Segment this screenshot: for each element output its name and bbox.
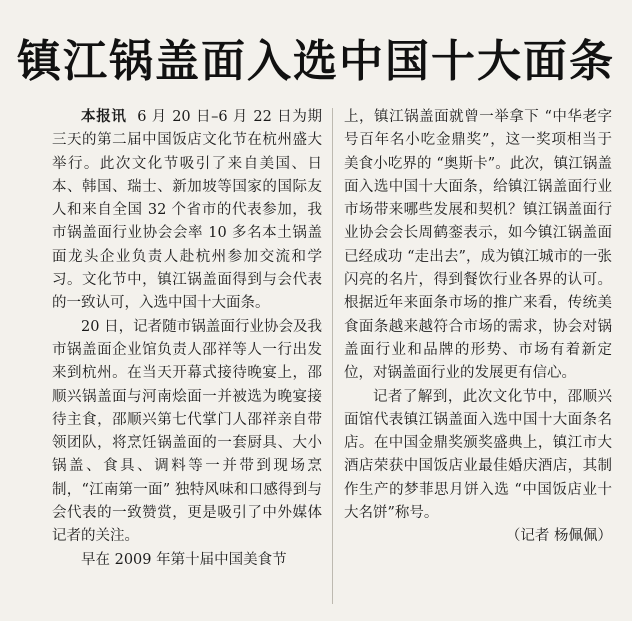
paragraph-3-continued: 上，镇江锅盖面就曾一举拿下 “中华老字号百年名小吃金鼎奖”，这一奖项相当于美食小吃界的 “奥斯卡”。此次，镇江锅盖面入选中国十大面条，给镇江锅盖面行业市场带来哪些发展和契机？镇江锅盖面行业协会会长周鹤銮表示，如今镇江锅盖面已经成功 “走出去”，成为镇江城市的一张闪亮的名片，得到餐饮行业各界的认可。根据近年来面条市场的推广来看，传统美食面条越来越符合市场的需求，协会对锅盖面行业和品牌的形势、市场有着新定位，对锅盖面行业的发展更有信心。 bbox=[344, 109, 612, 382]
byline: （记者 杨佩佩） bbox=[505, 528, 612, 545]
dateline: 本报讯 bbox=[81, 109, 127, 125]
headline: 镇江锅盖面入选中国十大面条 bbox=[17, 36, 615, 87]
column-divider bbox=[332, 108, 333, 604]
paragraph-4: 记者了解到，此次文化节中，邵顺兴面馆代表镇江锅盖面入选中国十大面条名店。在中国金鼎奖颁奖盛典上，镇江市大酒店荣获中国饭店业最佳婚庆酒店，其制作生产的梦菲思月饼入选 “中国饭店业十大名饼”称号。 bbox=[344, 388, 612, 522]
paragraph-2: 20 日，记者随市锅盖面行业协会及我市锅盖面企业馆负责人邵祥等人一行出发来到杭州。在当天开幕式接待晚宴上，邵顺兴锅盖面与河南烩面一并被选为晚宴接待主食，邵顺兴第七代掌门人邵祥亲自带领团队，将烹饪锅盖面的一套厨具、大小锅盖、食具、调料等一并带到现场烹制，“江南第一面” 独特风味和口感得到与会代表的一致赞赏，更是吸引了中外媒体记者的关注。 bbox=[52, 318, 322, 545]
paragraph-3-start: 早在 2009 年第十届中国美食节 bbox=[81, 551, 287, 568]
paragraph-1 bbox=[52, 106, 322, 316]
left-column bbox=[52, 106, 322, 572]
paragraph-1-text: 6 月 20 日–6 月 22 日为期三天的第二届中国饭店文化节在杭州盛大举行。此次文化节吸引了来自美国、日本、韩国、瑞士、新加坡等国家的国际友人和来自全国 32 个省市的代表参加，我市锅盖面行业协会会率 10 多名本土锅盖面龙头企业负责人赴杭州参加交流和学习。文化节中，镇江锅盖面得到与会代表的一致认可，入选中国十大面条。 bbox=[52, 109, 323, 312]
right-column bbox=[344, 106, 612, 549]
